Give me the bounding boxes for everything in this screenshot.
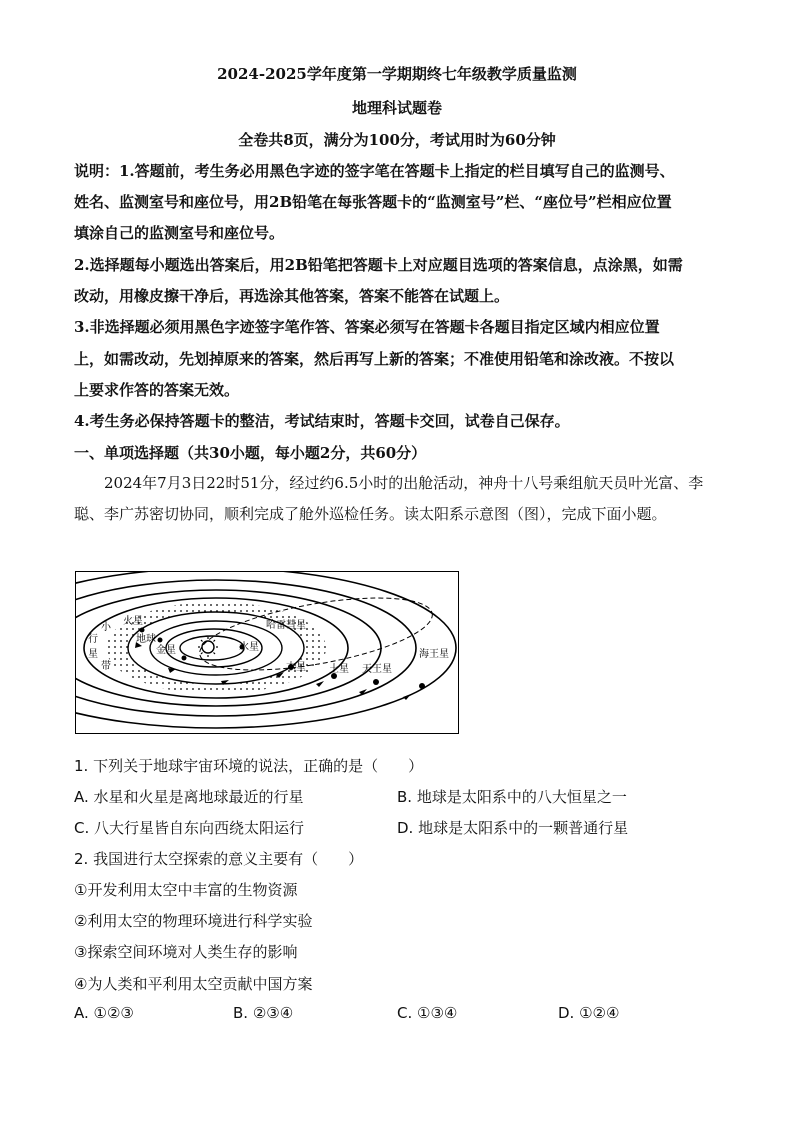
instruction-line: 改动，用橡皮擦干净后，再选涂其他答案，答案不能答在试题上。 bbox=[74, 287, 510, 305]
instruction-line: 4.考生务必保持答题卡的整洁，考试结束时，答题卡交回，试卷自己保存。 bbox=[74, 412, 570, 430]
mars-label: 火星 bbox=[123, 616, 143, 627]
solar-system-svg bbox=[76, 572, 459, 734]
instruction-line: 姓名、监测室号和座位号，用2B铅笔在每张答题卡的“监测室号”栏、“座位号”栏相应位置 bbox=[74, 193, 672, 211]
venus-label: 金星 bbox=[156, 645, 176, 656]
instruction-line: 2.选择题每小题选出答案后，用2B铅笔把答题卡上对应题目选项的答案信息，点涂黑，如需 bbox=[74, 256, 683, 274]
question-stem: 1. 下列关于地球宇宙环境的说法，正确的是（ ） bbox=[74, 757, 424, 775]
question-stem: 2. 我国进行太空探索的意义主要有（ ） bbox=[74, 850, 364, 868]
halley-label: 哈雷彗星 bbox=[266, 620, 306, 631]
option-b[interactable]: B. 地球是太阳系中的八大恒星之一 bbox=[397, 788, 627, 806]
option-c[interactable]: C. 八大行星皆自东向西绕太阳运行 bbox=[74, 819, 305, 837]
exam-title: 2024-2025学年度第一学期期终七年级教学质量监测 bbox=[217, 65, 577, 83]
statement-item: ①开发利用太空中丰富的生物资源 bbox=[74, 881, 298, 899]
statement-item: ④为人类和平利用太空贡献中国方案 bbox=[74, 975, 313, 993]
subject-title: 地理科试题卷 bbox=[351, 99, 442, 117]
reading-passage: 2024年7月3日22时51分，经过约6.5小时的出舱活动，神舟十八号乘组航天员叶光富、李聪、李广苏密切协同，顺利完成了舱外巡检任务。读太阳系示意图（图），完成下面小题。 bbox=[74, 474, 704, 523]
earth-label: 地球 bbox=[136, 634, 156, 645]
instruction-line: 上要求作答的答案无效。 bbox=[74, 381, 240, 399]
asteroid-belt-label: 行 bbox=[88, 634, 98, 645]
earth-dot bbox=[158, 638, 163, 643]
mercury-label: 水星 bbox=[239, 642, 259, 653]
venus-dot bbox=[182, 656, 187, 661]
saturn-label: 土星 bbox=[329, 664, 349, 675]
neptune-dot bbox=[419, 683, 425, 689]
option-b[interactable]: B. ②③④ bbox=[233, 1004, 294, 1022]
option-d[interactable]: D. 地球是太阳系中的一颗普通行星 bbox=[397, 819, 629, 837]
jupiter-label: 木星 bbox=[286, 662, 306, 673]
option-a[interactable]: A. ①②③ bbox=[74, 1004, 134, 1022]
option-d[interactable]: D. ①②④ bbox=[558, 1004, 620, 1022]
asteroid-belt-label: 带 bbox=[101, 661, 111, 672]
exam-info: 全卷共8页，满分为100分，考试用时为60分钟 bbox=[238, 131, 556, 149]
statement-item: ②利用太空的物理环境进行科学实验 bbox=[74, 912, 313, 930]
solar-system-diagram bbox=[75, 571, 459, 734]
statement-item: ③探索空间环境对人类生存的影响 bbox=[74, 943, 298, 961]
option-c[interactable]: C. ①③④ bbox=[397, 1004, 458, 1022]
instruction-line: 3.非选择题必须用黑色字迹签字笔作答、答案必须写在答题卡各题目指定区域内相应位置 bbox=[74, 318, 660, 336]
section-heading: 一、单项选择题（共30小题，每小题2分，共60分） bbox=[74, 444, 427, 462]
asteroid-belt-label: 小 bbox=[101, 622, 111, 633]
instruction-line: 上，如需改动，先划掉原来的答案，然后再写上新的答案；不准使用铅笔和涂改液。不按以 bbox=[74, 350, 675, 368]
option-a[interactable]: A. 水星和火星是离地球最近的行星 bbox=[74, 788, 304, 806]
instruction-line: 填涂自己的监测室号和座位号。 bbox=[74, 224, 285, 242]
asteroid-belt-label: 星 bbox=[88, 649, 98, 660]
mars-dot bbox=[140, 628, 145, 633]
neptune-label: 海王星 bbox=[419, 649, 449, 660]
uranus-dot bbox=[373, 679, 379, 685]
instruction-line: 说明：1.答题前，考生务必用黑色字迹的签字笔在答题卡上指定的栏目填写自己的监测号、 bbox=[74, 162, 675, 180]
uranus-label: 天王星 bbox=[362, 664, 392, 675]
